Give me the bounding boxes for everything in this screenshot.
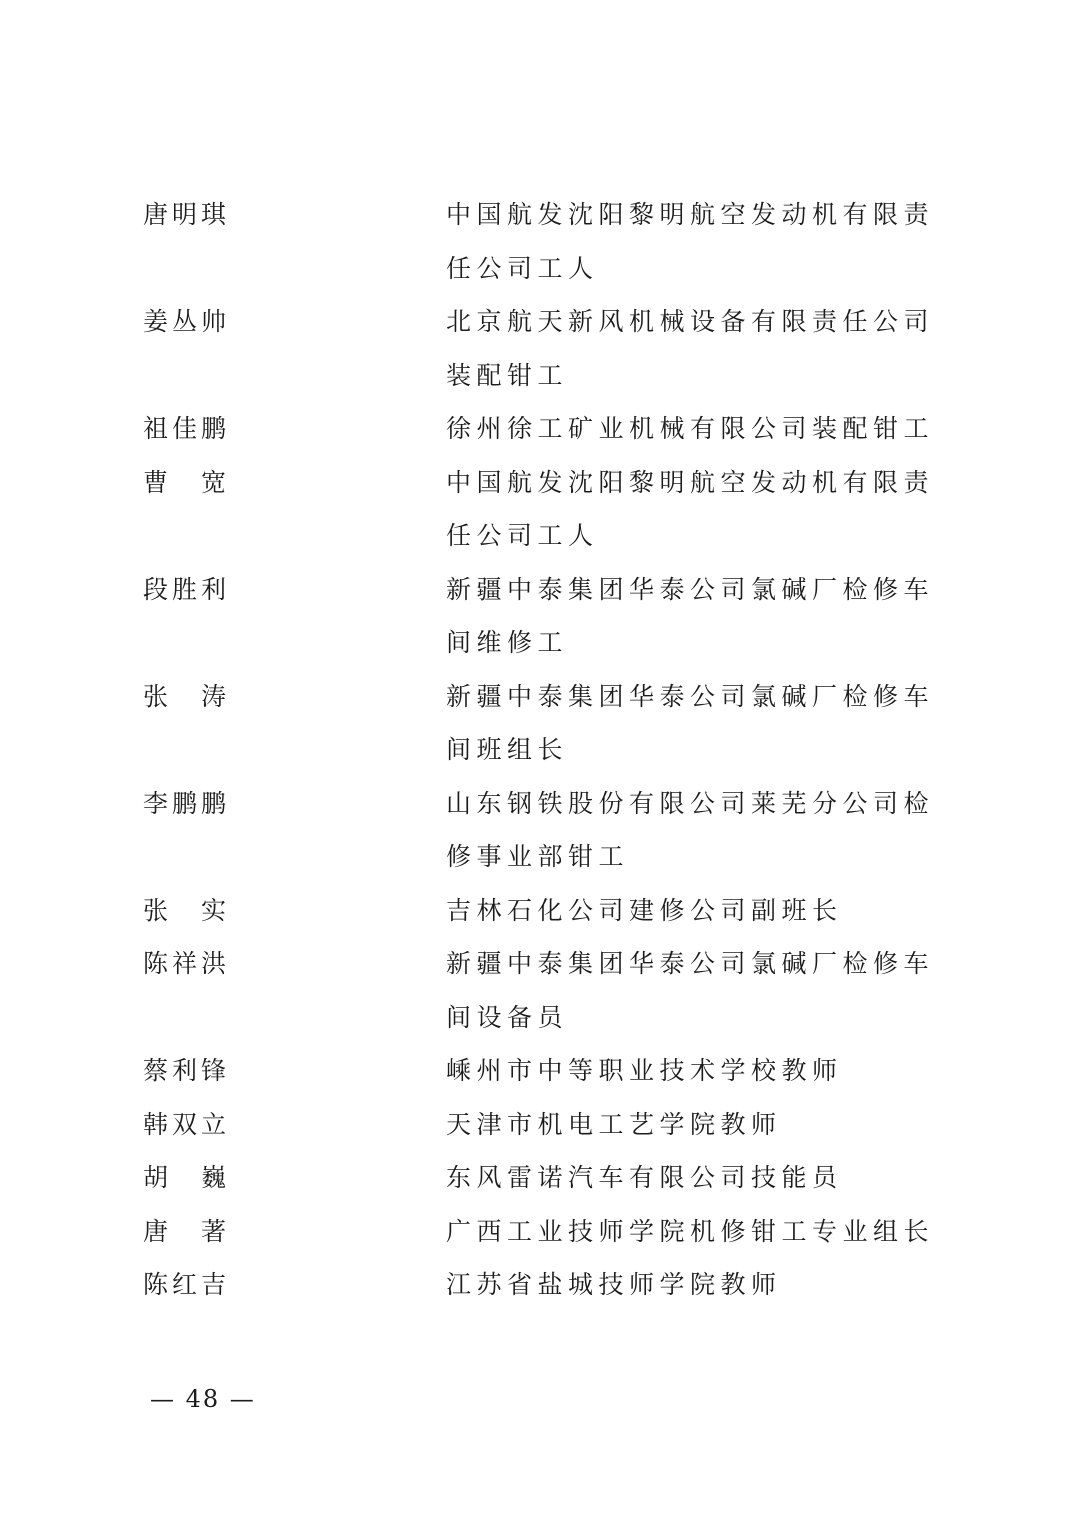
- person-organization: 天津市机电工艺学院教师: [446, 1109, 782, 1139]
- page-number: — 48 —: [150, 1385, 256, 1413]
- list-item: [143, 1205, 943, 1259]
- list-item: [143, 670, 943, 777]
- list-item: [143, 937, 943, 1044]
- list-item: [143, 563, 943, 670]
- list-item: [143, 456, 943, 563]
- person-organization: 山东钢铁股份有限公司莱芜分公司检修事业部钳工: [446, 788, 935, 871]
- person-name: 李鹏鹏: [143, 788, 231, 818]
- person-name: 段胜利: [143, 574, 231, 604]
- list-item: [143, 1044, 943, 1098]
- person-organization: 中国航发沈阳黎明航空发动机有限责任公司工人: [446, 200, 935, 283]
- person-name: 张 实: [143, 895, 231, 925]
- person-organization: 新疆中泰集团华泰公司氯碱厂检修车间维修工: [446, 574, 935, 657]
- person-name: 张 涛: [143, 681, 231, 711]
- person-name: 姜丛帅: [143, 307, 231, 336]
- person-organization: 吉林石化公司建修公司副班长: [446, 895, 843, 925]
- person-name: 曹 宽: [143, 467, 231, 497]
- person-organization: 嵊州市中等职业技术学校教师: [446, 1056, 843, 1085]
- person-organization: 东风雷诺汽车有限公司技能员: [446, 1163, 843, 1192]
- list-item: [143, 1151, 943, 1205]
- person-organization: 新疆中泰集团华泰公司氯碱厂检修车间班组长: [446, 681, 935, 764]
- person-name: 陈祥洪: [143, 949, 231, 978]
- person-name: 唐 著: [143, 1216, 231, 1246]
- person-organization: 新疆中泰集团华泰公司氯碱厂检修车间设备员: [446, 949, 935, 1032]
- person-organization: 北京航天新风机械设备有限责任公司装配钳工: [446, 307, 935, 390]
- person-name: 陈红吉: [143, 1270, 231, 1299]
- list-item: [143, 295, 943, 402]
- person-organization: 江苏省盐城技师学院教师: [446, 1270, 782, 1299]
- list-item: [143, 1258, 943, 1312]
- list-item: [143, 884, 943, 938]
- list-item: [143, 1098, 943, 1152]
- list-item: [143, 402, 943, 456]
- person-name: 唐明琪: [143, 200, 231, 229]
- list-item: [143, 188, 943, 295]
- person-name: 胡 巍: [143, 1163, 231, 1192]
- list-item: [143, 777, 943, 884]
- person-organization: 广西工业技师学院机修钳工专业组长: [446, 1216, 935, 1246]
- award-list: [143, 188, 943, 1312]
- person-name: 韩双立: [143, 1109, 231, 1139]
- person-organization: 中国航发沈阳黎明航空发动机有限责任公司工人: [446, 467, 935, 550]
- person-organization: 徐州徐工矿业机械有限公司装配钳工: [446, 414, 935, 443]
- person-name: 祖佳鹏: [143, 414, 231, 443]
- person-name: 蔡利锋: [143, 1056, 231, 1085]
